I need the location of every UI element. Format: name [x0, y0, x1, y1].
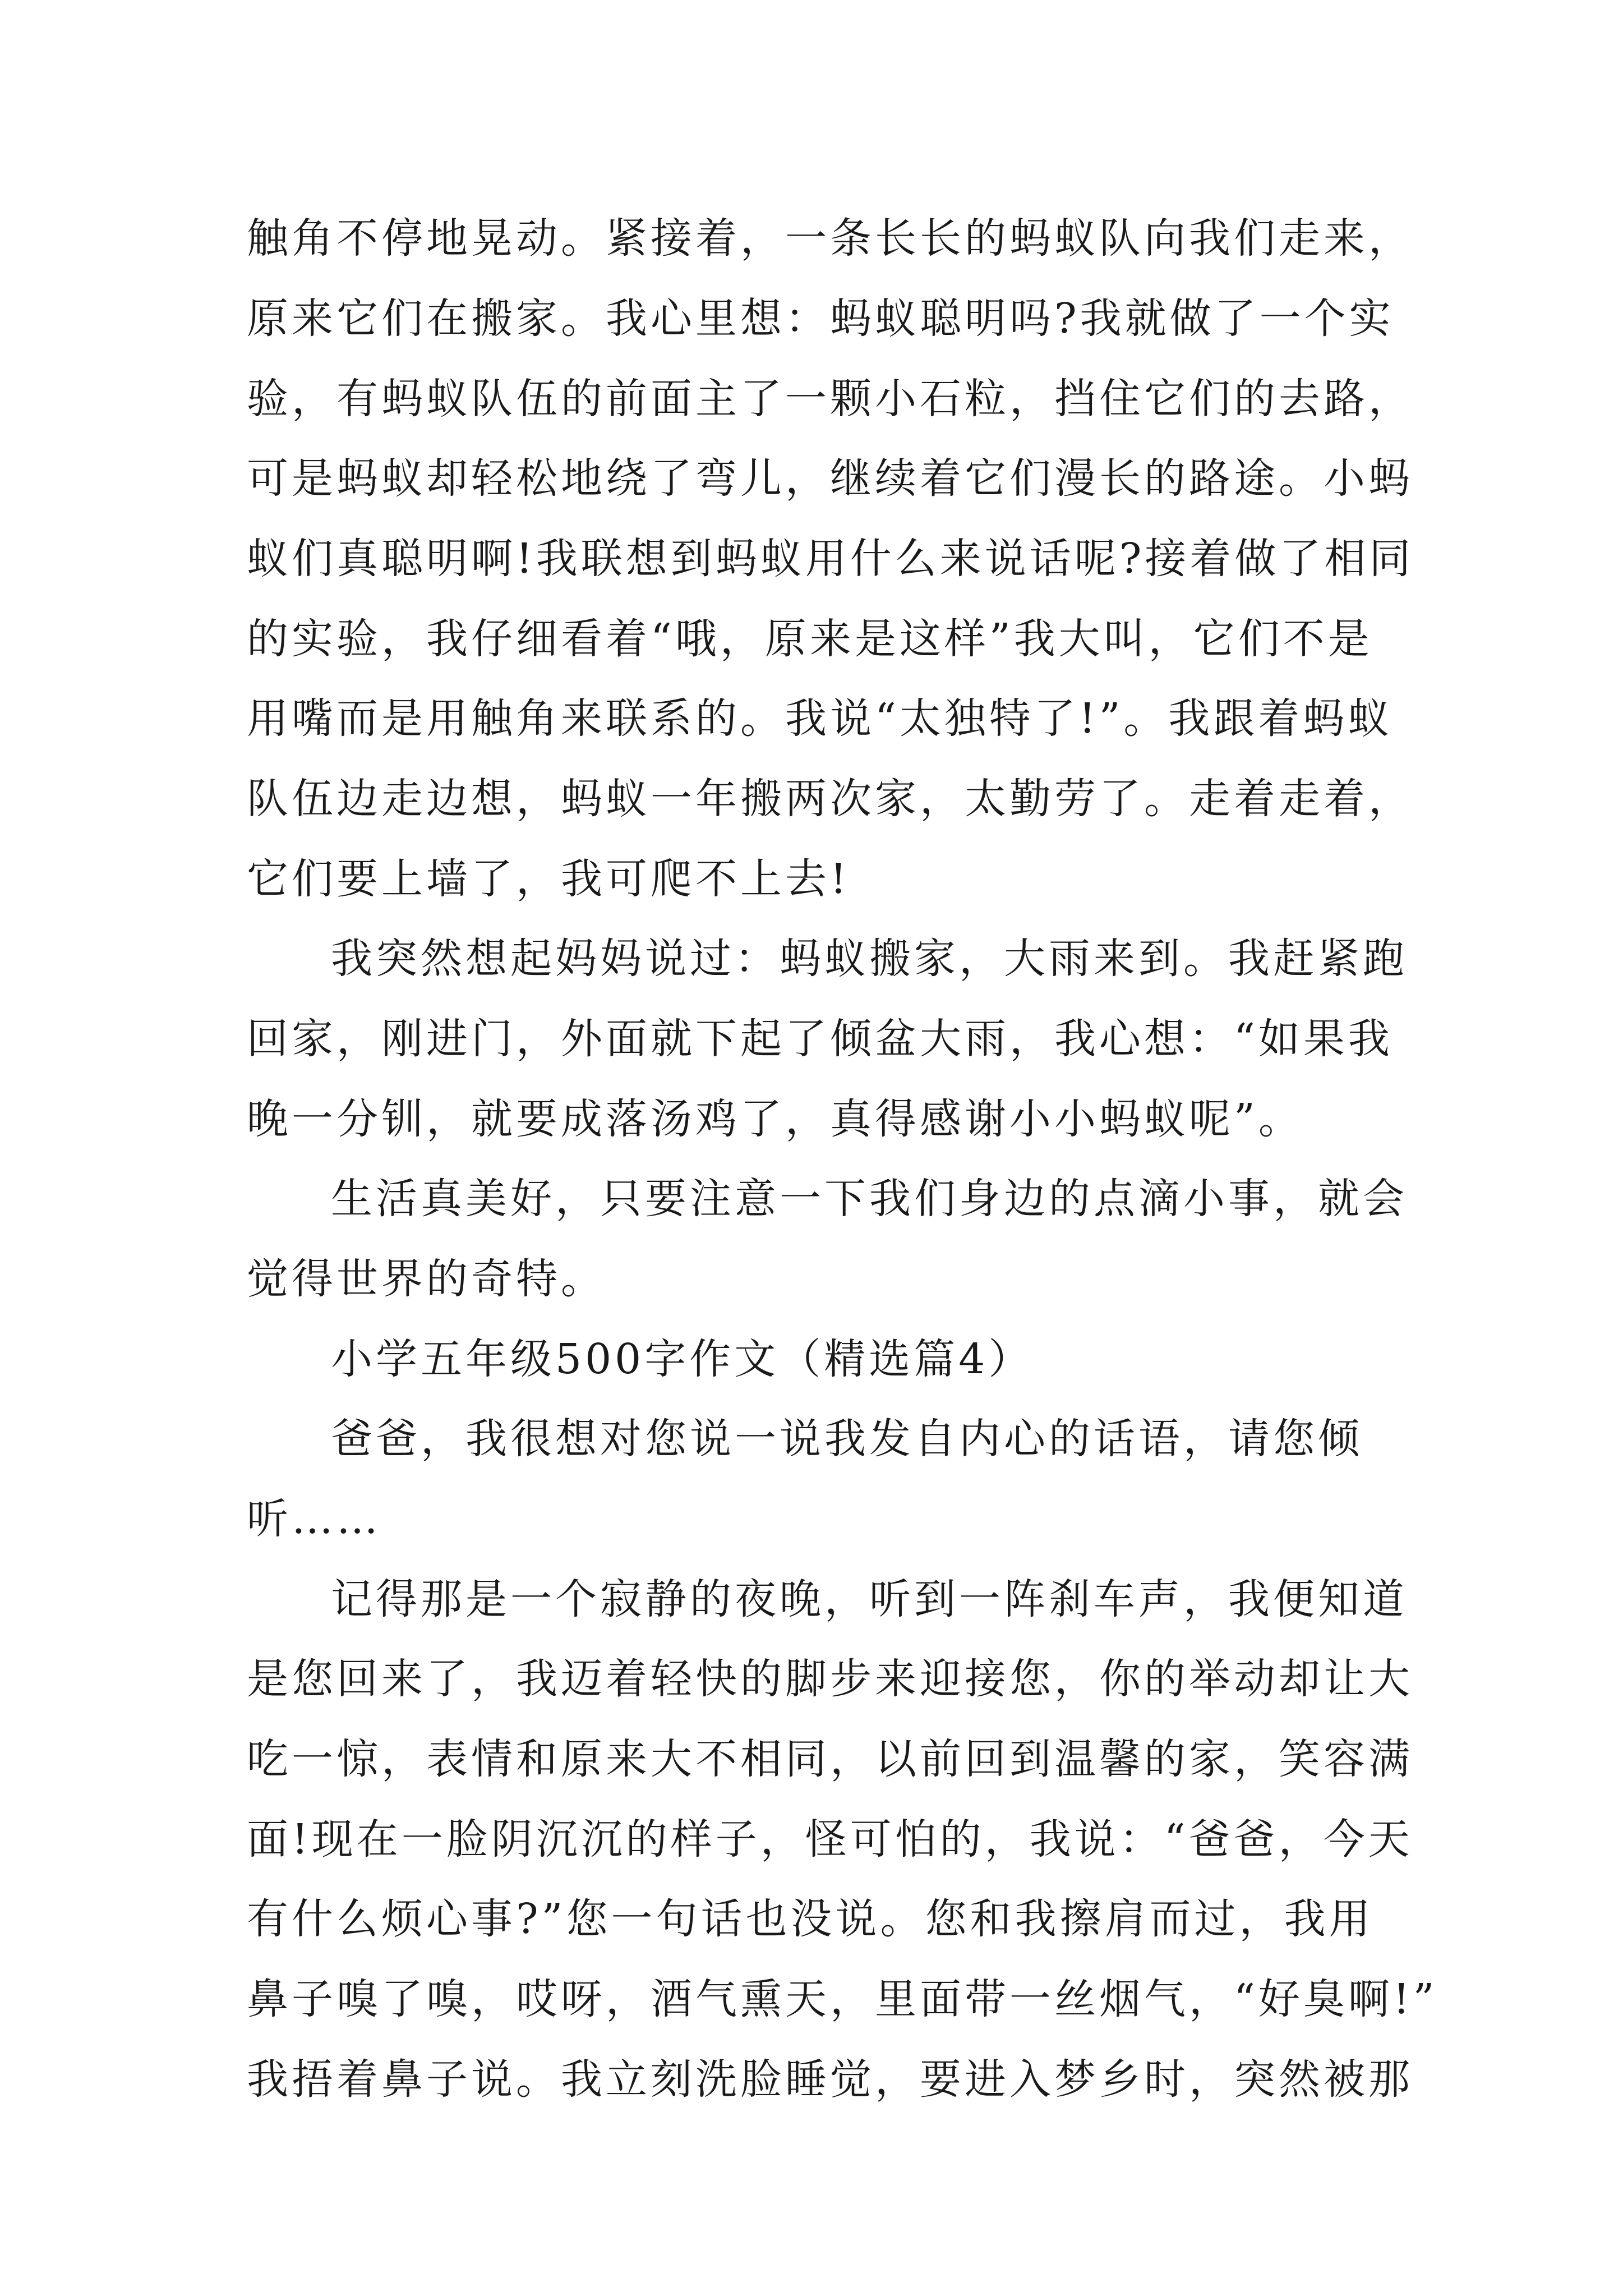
text-line: 它们要上墙了，我可爬不上去! [247, 855, 850, 903]
text-line: 有什么烦心事?”您一句话也没说。您和我擦肩而过，我用 [247, 1895, 1374, 1943]
text-line: 用嘴而是用触角来联系的。我说“太独特了!”。我跟着蚂蚁 [247, 694, 1393, 743]
text-line: 听…… [247, 1495, 381, 1543]
paragraph-start-line: 爸爸，我很想对您说一说我发自内心的话语，请您倾 [331, 1415, 1363, 1463]
text-line: 回家，刚进门，外面就下起了倾盆大雨，我心想：“如果我 [247, 1015, 1393, 1063]
text-line: 验，有蚂蚁队伍的前面主了一颗小石粒，挡住它们的去路， [247, 375, 1413, 423]
text-line: 我捂着鼻子说。我立刻洗脸睡觉，要进入梦乡时，突然被那 [247, 2055, 1413, 2104]
text-line: 面!现在一脸阴沉沉的样子，怪可怕的，我说：“爸爸，今天 [247, 1815, 1413, 1864]
paragraph-start-line: 记得那是一个寂静的夜晚，听到一阵刹车声，我便知道 [331, 1575, 1408, 1623]
paragraph-start-line: 我突然想起妈妈说过：蚂蚁搬家，大雨来到。我赶紧跑 [331, 935, 1408, 983]
paragraph-start-line: 生活真美好，只要注意一下我们身边的点滴小事，就会 [331, 1175, 1408, 1223]
text-line: 可是蚂蚁却轻松地绕了弯儿，继续着它们漫长的路途。小蚂 [247, 454, 1413, 503]
text-line: 触角不停地晃动。紧接着，一条长长的蚂蚁队向我们走来， [247, 214, 1413, 263]
text-line: 原来它们在搬家。我心里想：蚂蚁聪明吗?我就做了一个实 [247, 295, 1394, 343]
section-heading: 小学五年级500字作文（精选篇4） [331, 1335, 1034, 1383]
text-line: 鼻子嗅了嗅，哎呀，酒气熏天，里面带一丝烟气，“好臭啊!” [247, 1975, 1438, 2023]
text-line: 吃一惊，表情和原来大不相同，以前回到温馨的家，笑容满 [247, 1735, 1413, 1783]
text-line: 蚁们真聪明啊!我联想到蚂蚁用什么来说话呢?接着做了相同 [247, 535, 1414, 583]
text-line: 觉得世界的奇特。 [247, 1255, 606, 1303]
text-line: 队伍边走边想，蚂蚁一年搬两次家，太勤劳了。走着走着， [247, 775, 1413, 823]
text-line: 是您回来了，我迈着轻快的脚步来迎接您，你的举动却让大 [247, 1655, 1413, 1703]
text-line: 的实验，我仔细看着“哦，原来是这样”我大叫，它们不是 [247, 615, 1373, 663]
text-line: 晚一分钏，就要成落汤鸡了，真得感谢小小蚂蚁呢”。 [247, 1095, 1303, 1143]
